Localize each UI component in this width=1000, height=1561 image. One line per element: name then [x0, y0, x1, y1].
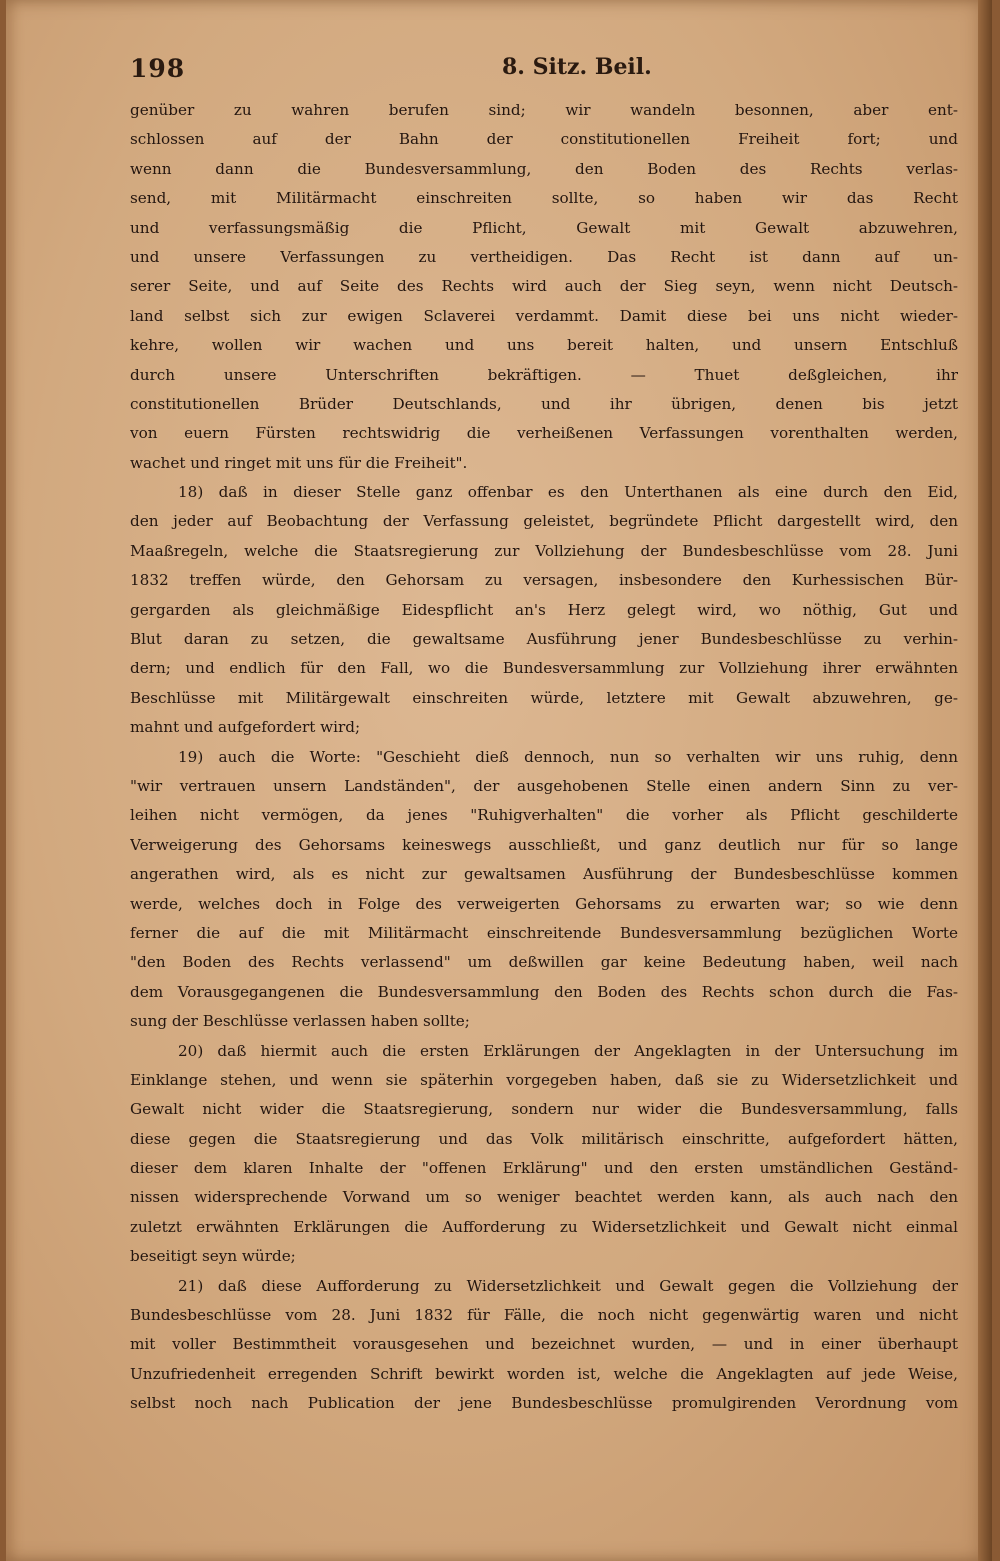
text-line: schlossen auf der Bahn der constitutionellen Freiheit fort; und	[130, 130, 958, 149]
text-line: genüber zu wahren berufen sind; wir wandeln besonnen, aber ent-	[130, 101, 958, 119]
text-line: kehre, wollen wir wachen und uns bereit halten, und unsern Entschluß	[130, 336, 958, 355]
text-line: 18) daß in dieser Stelle ganz offenbar es den Unterthanen als eine durch den Eid,	[178, 483, 958, 502]
text-line: Einklange stehen, und wenn sie späterhin vorgegeben haben, daß sie zu Widersetzlichkeit und	[130, 1070, 958, 1089]
text-line: 21) daß diese Aufforderung zu Widersetzlichkeit und Gewalt gegen die Vollziehung der	[178, 1276, 958, 1295]
text-line: Gewalt nicht wider die Staatsregierung, sondern nur wider die Bundesversammlung, falls	[130, 1100, 958, 1119]
text-line: mahnt und aufgefordert wird;	[130, 718, 361, 737]
text-line: ferner die auf die mit Militärmacht einschreitende Bundesversammlung bezüglichen Worte	[130, 923, 958, 942]
text-line: und unsere Verfassungen zu vertheidigen. Das Recht ist dann auf un-	[130, 247, 958, 266]
text-line: gergarden als gleichmäßige Eidespflicht an's Herz gelegt wird, wo nöthig, Gut und	[130, 600, 958, 619]
page-edge	[978, 0, 992, 1561]
text-line: land selbst sich zur ewigen Sclaverei verdammt. Damit diese bei uns nicht wieder-	[130, 306, 958, 325]
text-line: Beschlüsse mit Militärgewalt einschreiten würde, letztere mit Gewalt abzuwehren, ge-	[130, 688, 958, 707]
text-line: Verweigerung des Gehorsams keineswegs ausschließt, und ganz deutlich nur für so lange	[130, 835, 958, 854]
text-line: leihen nicht vermögen, da jenes "Ruhigverhalten" die vorher als Pflicht geschilderte	[130, 806, 958, 825]
text-line: 20) daß hiermit auch die ersten Erklärungen der Angeklagten in der Untersuchung im	[178, 1041, 958, 1060]
text-line: wachet und ringet mit uns für die Freiheit".	[130, 453, 468, 472]
running-head: 8. Sitz. Beil.	[502, 54, 652, 80]
text-line: Maaßregeln, welche die Staatsregierung zur Vollziehung der Bundesbeschlüsse vom 28. Juni	[130, 541, 958, 560]
text-line: werde, welches doch in Folge des verweigerten Gehorsams zu erwarten war; so wie denn	[130, 894, 958, 913]
text-line: 19) auch die Worte: "Geschieht dieß dennoch, nun so verhalten wir uns ruhig, denn	[178, 747, 958, 766]
text-line: diese gegen die Staatsregierung und das Volk militärisch einschritte, aufgefordert hätten,	[130, 1129, 958, 1148]
text-line: den jeder auf Beobachtung der Verfassung geleistet, begründete Pflicht dargestellt wird, den	[130, 512, 958, 531]
text-line: wenn dann die Bundesversammlung, den Boden des Rechts verlas-	[130, 159, 958, 178]
text-line: dem Vorausgegangenen die Bundesversammlung den Boden des Rechts schon durch die Fas-	[130, 982, 958, 1001]
text-line: von euern Fürsten rechtswidrig die verheißenen Verfassungen vorenthalten werden,	[130, 424, 958, 443]
text-line: durch unsere Unterschriften bekräftigen. — Thuet deßgleichen, ihr	[130, 365, 958, 384]
page-number: 198	[130, 54, 186, 83]
text-line: serer Seite, und auf Seite des Rechts wird auch der Sieg seyn, wenn nicht Deutsch-	[130, 277, 958, 296]
text-line: angerathen wird, als es nicht zur gewaltsamen Ausführung der Bundesbeschlüsse kommen	[130, 865, 958, 884]
text-line: mit voller Bestimmtheit vorausgesehen und bezeichnet wurden, — und in einer überhaupt	[130, 1335, 958, 1354]
body-text	[130, 96, 958, 1419]
text-line: "den Boden des Rechts verlassend" um deßwillen gar keine Bedeutung haben, weil nach	[130, 953, 958, 972]
page-header	[130, 48, 960, 88]
text-line: selbst noch nach Publication der jene Bundesbeschlüsse promulgirenden Verordnung vom	[130, 1394, 958, 1413]
text-line: send, mit Militärmacht einschreiten sollte, so haben wir das Recht	[130, 189, 958, 208]
text-line: dern; und endlich für den Fall, wo die Bundesversammlung zur Vollziehung ihrer erwähnten	[130, 659, 958, 678]
text-line: zuletzt erwähnten Erklärungen die Aufforderung zu Widersetzlichkeit und Gewalt nicht einmal	[130, 1217, 958, 1236]
text-line: Blut daran zu setzen, die gewaltsame Ausführung jener Bundesbeschlüsse zu verhin-	[130, 630, 958, 649]
text-line: sung der Beschlüsse verlassen haben sollte;	[130, 1012, 470, 1031]
text-line: 1832 treffen würde, den Gehorsam zu versagen, insbesondere den Kurhessischen Bür-	[130, 571, 958, 590]
text-line: beseitigt seyn würde;	[130, 1247, 296, 1266]
text-line: Bundesbeschlüsse vom 28. Juni 1832 für Fälle, die noch nicht gegenwärtig waren und nicht	[130, 1306, 958, 1325]
text-line: Unzufriedenheit erregenden Schrift bewirkt worden ist, welche die Angeklagten auf jede Weise,	[130, 1364, 958, 1383]
text-line: "wir vertrauen unsern Landständen", der ausgehobenen Stelle einen andern Sinn zu ver-	[130, 776, 958, 795]
text-line: und verfassungsmäßig die Pflicht, Gewalt mit Gewalt abzuwehren,	[130, 218, 958, 237]
text-line: constitutionellen Brüder Deutschlands, und ihr übrigen, denen bis jetzt	[130, 394, 958, 413]
text-line: nissen widersprechende Vorwand um so weniger beachtet werden kann, als auch nach den	[130, 1188, 958, 1207]
text-line: dieser dem klaren Inhalte der "offenen Erklärung" und den ersten umständlichen Geständ-	[130, 1159, 958, 1178]
book-page	[6, 0, 992, 1561]
